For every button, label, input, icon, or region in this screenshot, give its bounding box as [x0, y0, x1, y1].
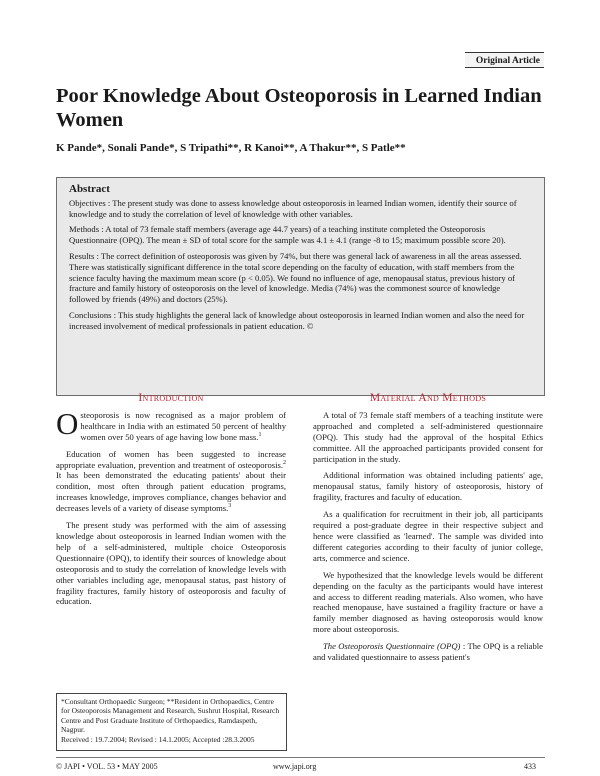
intro-p2-text: Education of women has been suggested to increase appropriate evaluation, prevention and treatment of osteoporosis.	[56, 448, 286, 470]
left-column	[56, 393, 286, 613]
ref-3: 3	[228, 503, 232, 510]
abstract-objectives: Objectives : The present study was done to assess knowledge about osteoporosis in learned Indian women, identify their source of knowledge and to study the correlation of level of knowledge with other variables.	[69, 197, 517, 219]
methods-paragraph-2: Additional information was obtained including patients' age, menopausal status, family history of osteoporosis, history of fragility, fractures and faculty of education.	[313, 470, 543, 503]
ref-1: 1	[258, 431, 262, 438]
abstract-heading: Abstract	[69, 183, 110, 195]
intro-paragraph-2	[56, 449, 286, 514]
methods-heading: Material And Methods	[369, 392, 487, 404]
methods-paragraph-5	[313, 641, 543, 663]
right-column	[313, 393, 543, 669]
abstract-results: Results : The correct definition of osteoporosis was given by 74%, but there was general lack of awareness in all the areas assessed. There was statistically significant difference in the total score depending on the faculty of education, with staff members from the science faculty having the maximum mean score (p < 0.05). We found no influence of age, menopausal status, previous history of fracture and family history of osteoporosis on the level of knowledge. Media (74%) was the commonest source of knowledge followed by friends (49%) and doctors (25%).	[69, 250, 522, 305]
journal-citation: © JAPI • VOL. 53 • MAY 2005	[56, 762, 158, 771]
intro-paragraph-1	[56, 405, 286, 443]
abstract-box	[56, 177, 545, 396]
article-title: Poor Knowledge About Osteoporosis in Learned Indian Women	[56, 85, 542, 131]
article-type-tag: Original Article	[465, 52, 544, 68]
journal-website-link[interactable]: www.japi.org	[273, 762, 317, 771]
page-number: 433	[524, 762, 536, 771]
ref-2: 2	[283, 459, 286, 466]
intro-paragraph-3: The present study was performed with the aim of assessing knowledge about osteoporosis in learned Indian women with the help of a self-administered, multiple choice Osteoporosis Questionnaire (OPQ), to identify their sources of knowledge about osteoporosis and to study the correlation of knowledge levels with other variables including age, menopausal status, past history of fragility fractures, family history of osteoporosis and faculty of education.	[56, 520, 286, 607]
footer-divider	[56, 757, 545, 758]
methods-paragraph-3: As a qualification for recruitment in their job, all participants required a post-graduate degree in their respective subject and hence were classified as 'learned'. The sample was divided into different categories according to their faculty of junior college, arts, commerce and science.	[313, 509, 543, 563]
introduction-heading: Introduction	[138, 392, 204, 404]
intro-p2b-text: It has been demonstrated the educating patients' about their condition, most often through patient education programs, increases knowledge, improves compliance, changes behavior and decreases levels of a variety of disease symptoms.	[56, 470, 286, 514]
intro-p1-text: steoporosis is now recognised as a major problem of healthcare in India with an estimated 50 percent of healthy women over 50 years of age having low bone mass.	[80, 409, 286, 442]
opq-italic-label: The Osteoporosis Questionnaire (OPQ)	[323, 641, 461, 652]
affiliation-text: *Consultant Orthopaedic Surgeon; **Resident in Orthopaedics, Centre for Osteoporosis Management and Research, Sushrut Hospital, Research Centre and Post Graduate Institute of Orthopaedics, Ramdaspeth, Nagpur.	[61, 697, 280, 735]
received-dates: Received : 19.7.2004; Revised : 14.1.2005; Accepted :28.3.2005	[61, 734, 255, 744]
methods-paragraph-4: We hypothesized that the knowledge levels would be different depending on the faculty as the participants would have interest and access to different reading materials. Also women, who have reached menopause, have sustained a fragility fracture or have a family member diagnosed as having osteoporosis would know more about osteoporosis.	[313, 569, 543, 635]
methods-p5-text: : The OPQ is a reliable and validated questionnaire to assess patient's	[313, 641, 543, 663]
abstract-conclusions: Conclusions : This study highlights the general lack of knowledge about osteoporosis in learned Indian women and also the need for increased involvement of medical professionals in patient education. ©	[69, 309, 525, 331]
affiliation-footnote	[56, 693, 287, 751]
abstract-methods: Methods : A total of 73 female staff members (average age 44.7 years) of a teaching institute completed the Osteoporosis Questionnaire (OPQ). The mean ± SD of total score for the sample was 4.1 ± 4.1 (range -8 to 15; maximum possible score 20).	[69, 224, 506, 246]
author-list: K Pande*, Sonali Pande*, S Tripathi**, R Kanoi**, A Thakur**, S Patle**	[56, 142, 406, 154]
drop-cap: O	[56, 405, 79, 441]
methods-paragraph-1: A total of 73 female staff members of a teaching institute were approached and completed a self-administered questionnaire (OPQ). This study had the approval of the hospital Ethics committee. All the approached participants provided consent for participation in the study.	[313, 409, 543, 464]
